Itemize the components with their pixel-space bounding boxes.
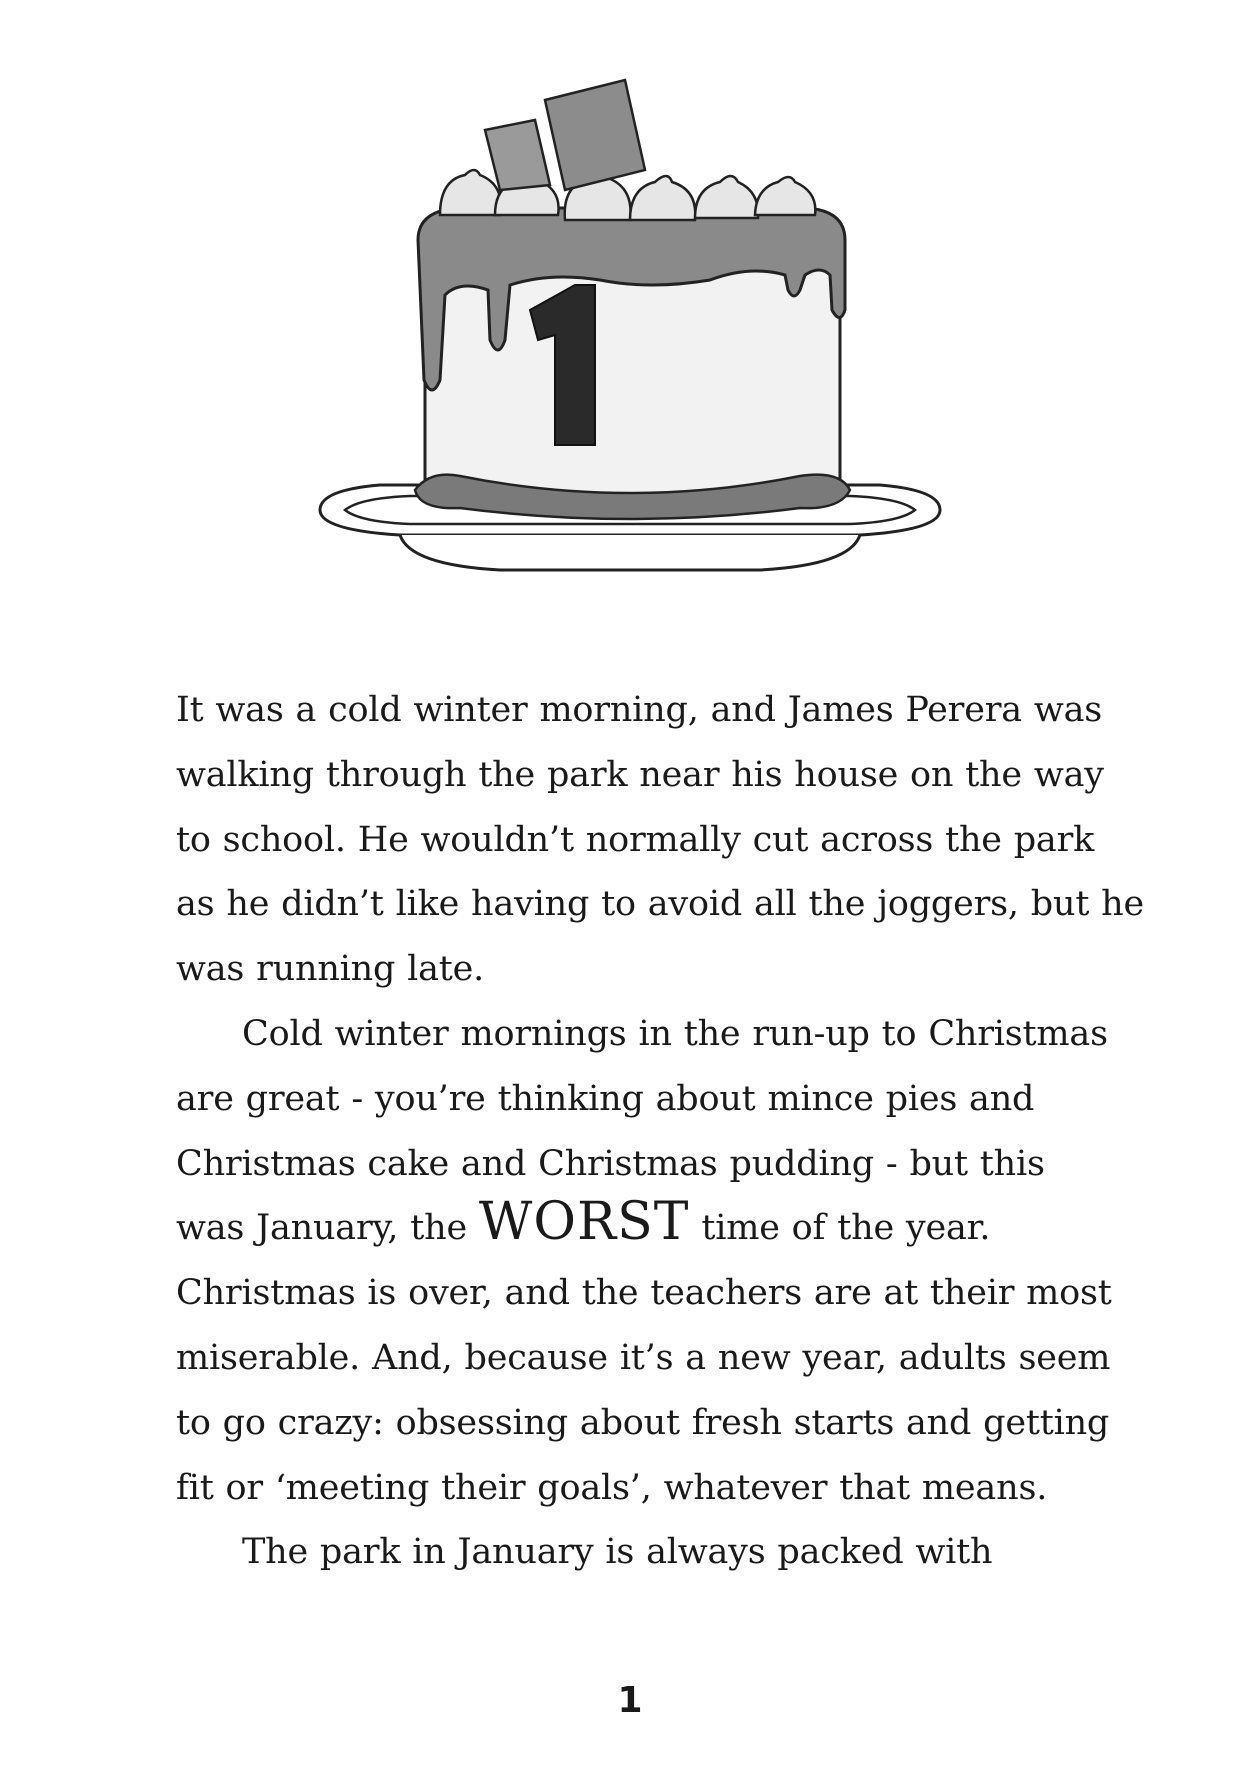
text-line: The park in January is always packed with <box>242 1532 993 1573</box>
text-line: to go crazy: obsessing about fresh starts and getting <box>176 1402 1110 1443</box>
text-line: miserable. And, because it’s a new year, adults seem <box>176 1337 1111 1378</box>
text-line: as he didn’t like having to avoid all the joggers, but he <box>176 884 1144 925</box>
emphasized-word: WORST <box>478 1192 690 1253</box>
worst-line-before: was January, the <box>176 1208 479 1249</box>
page-number: 1 <box>617 1680 643 1721</box>
text-line: are great - you’re thinking about mince pies and <box>176 1078 1035 1119</box>
text-line: to school. He wouldn’t normally cut across the park <box>176 819 1095 860</box>
chapter-text <box>176 678 1144 1585</box>
text-line-with-emphasis <box>176 1192 1096 1261</box>
text-line: fit or ‘meeting their goals’, whatever that means. <box>176 1467 1048 1508</box>
text-line: Christmas is over, and the teachers are at their most <box>176 1273 1112 1314</box>
paragraph-3 <box>176 1520 1096 1585</box>
text-line: was running late. <box>176 949 485 990</box>
text-line: Cold winter mornings in the run-up to Christmas <box>242 1013 1108 1054</box>
chapter-cake-illustration <box>300 40 960 620</box>
text-line: walking through the park near his house on the way <box>176 754 1104 795</box>
paragraph-2 <box>176 1002 1112 1520</box>
text-line: It was a cold winter morning, and James Perera was <box>176 690 1103 730</box>
worst-line-after: time of the year. <box>689 1208 991 1249</box>
text-line: Christmas cake and Christmas pudding - but this <box>176 1143 1045 1184</box>
paragraph-1 <box>176 678 1144 1002</box>
